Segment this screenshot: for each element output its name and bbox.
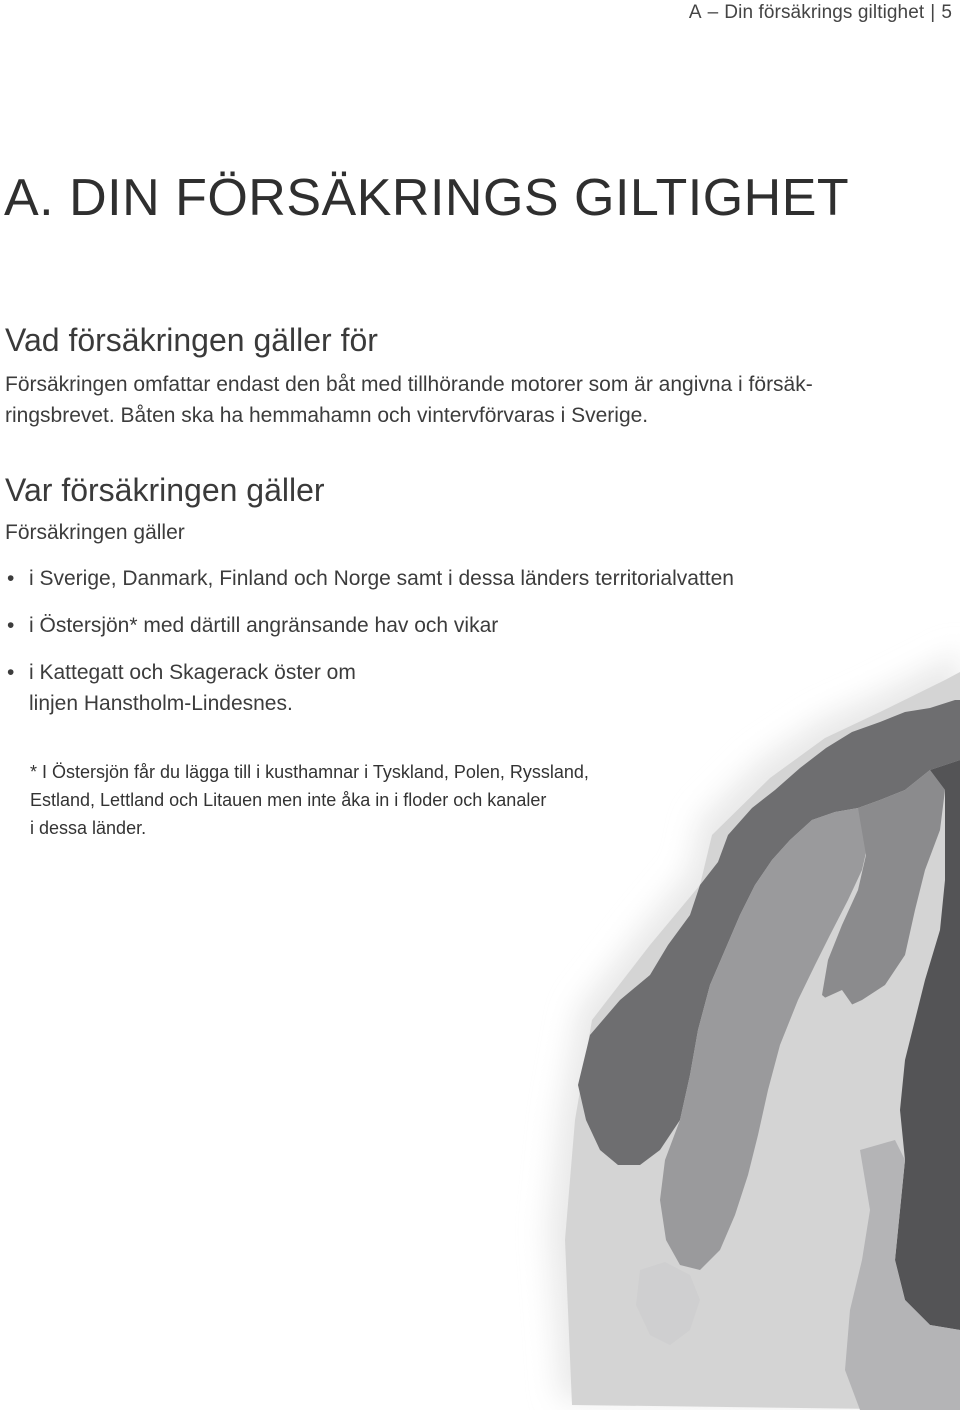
what-section-line-2: ringsbrevet. Båten ska ha hemmahamn och vintervförvaras i Sverige. xyxy=(5,404,649,427)
header-separator: – xyxy=(707,2,719,23)
list-item xyxy=(5,657,734,719)
where-section-intro: Försäkringen gäller xyxy=(5,521,185,544)
bullet-icon: • xyxy=(7,567,15,590)
list-item-text-line-1: i Kattegatt och Skagerack öster om xyxy=(29,661,356,684)
header-section-letter: A xyxy=(688,2,702,23)
footnote-line-1: * I Östersjön får du lägga till i kusthamnar i Tyskland, Polen, Ryssland, xyxy=(30,762,589,782)
bullet-icon: • xyxy=(7,661,15,684)
header-divider: | xyxy=(930,2,936,23)
what-section-heading: Vad försäkringen gäller för xyxy=(5,322,378,358)
coverage-area-list xyxy=(5,563,734,735)
bullet-icon: • xyxy=(7,614,15,637)
list-item-text: i Östersjön* med därtill angränsande hav och vikar xyxy=(29,614,499,637)
chapter-title: A. DIN FÖRSÄKRINGS GILTIGHET xyxy=(4,169,850,227)
footnote xyxy=(30,758,630,842)
header-title: Din försäkrings giltighet xyxy=(724,2,925,23)
list-item xyxy=(5,563,734,594)
list-item-text: i Sverige, Danmark, Finland och Norge samt i dessa länders territorialvatten xyxy=(29,567,734,590)
what-section-line-1: Försäkringen omfattar endast den båt med tillhörande motorer som är angivna i försäk- xyxy=(5,373,813,396)
running-header xyxy=(689,2,952,24)
footnote-line-3: i dessa länder. xyxy=(30,818,147,838)
footnote-line-2: Estland, Lettland och Litauen men inte åka in i floder och kanaler xyxy=(30,790,547,810)
list-item xyxy=(5,610,734,641)
where-section-heading: Var försäkringen gäller xyxy=(5,472,325,508)
page-number: 5 xyxy=(941,2,952,23)
list-item-text-line-2: linjen Hanstholm-Lindesnes. xyxy=(29,692,293,715)
